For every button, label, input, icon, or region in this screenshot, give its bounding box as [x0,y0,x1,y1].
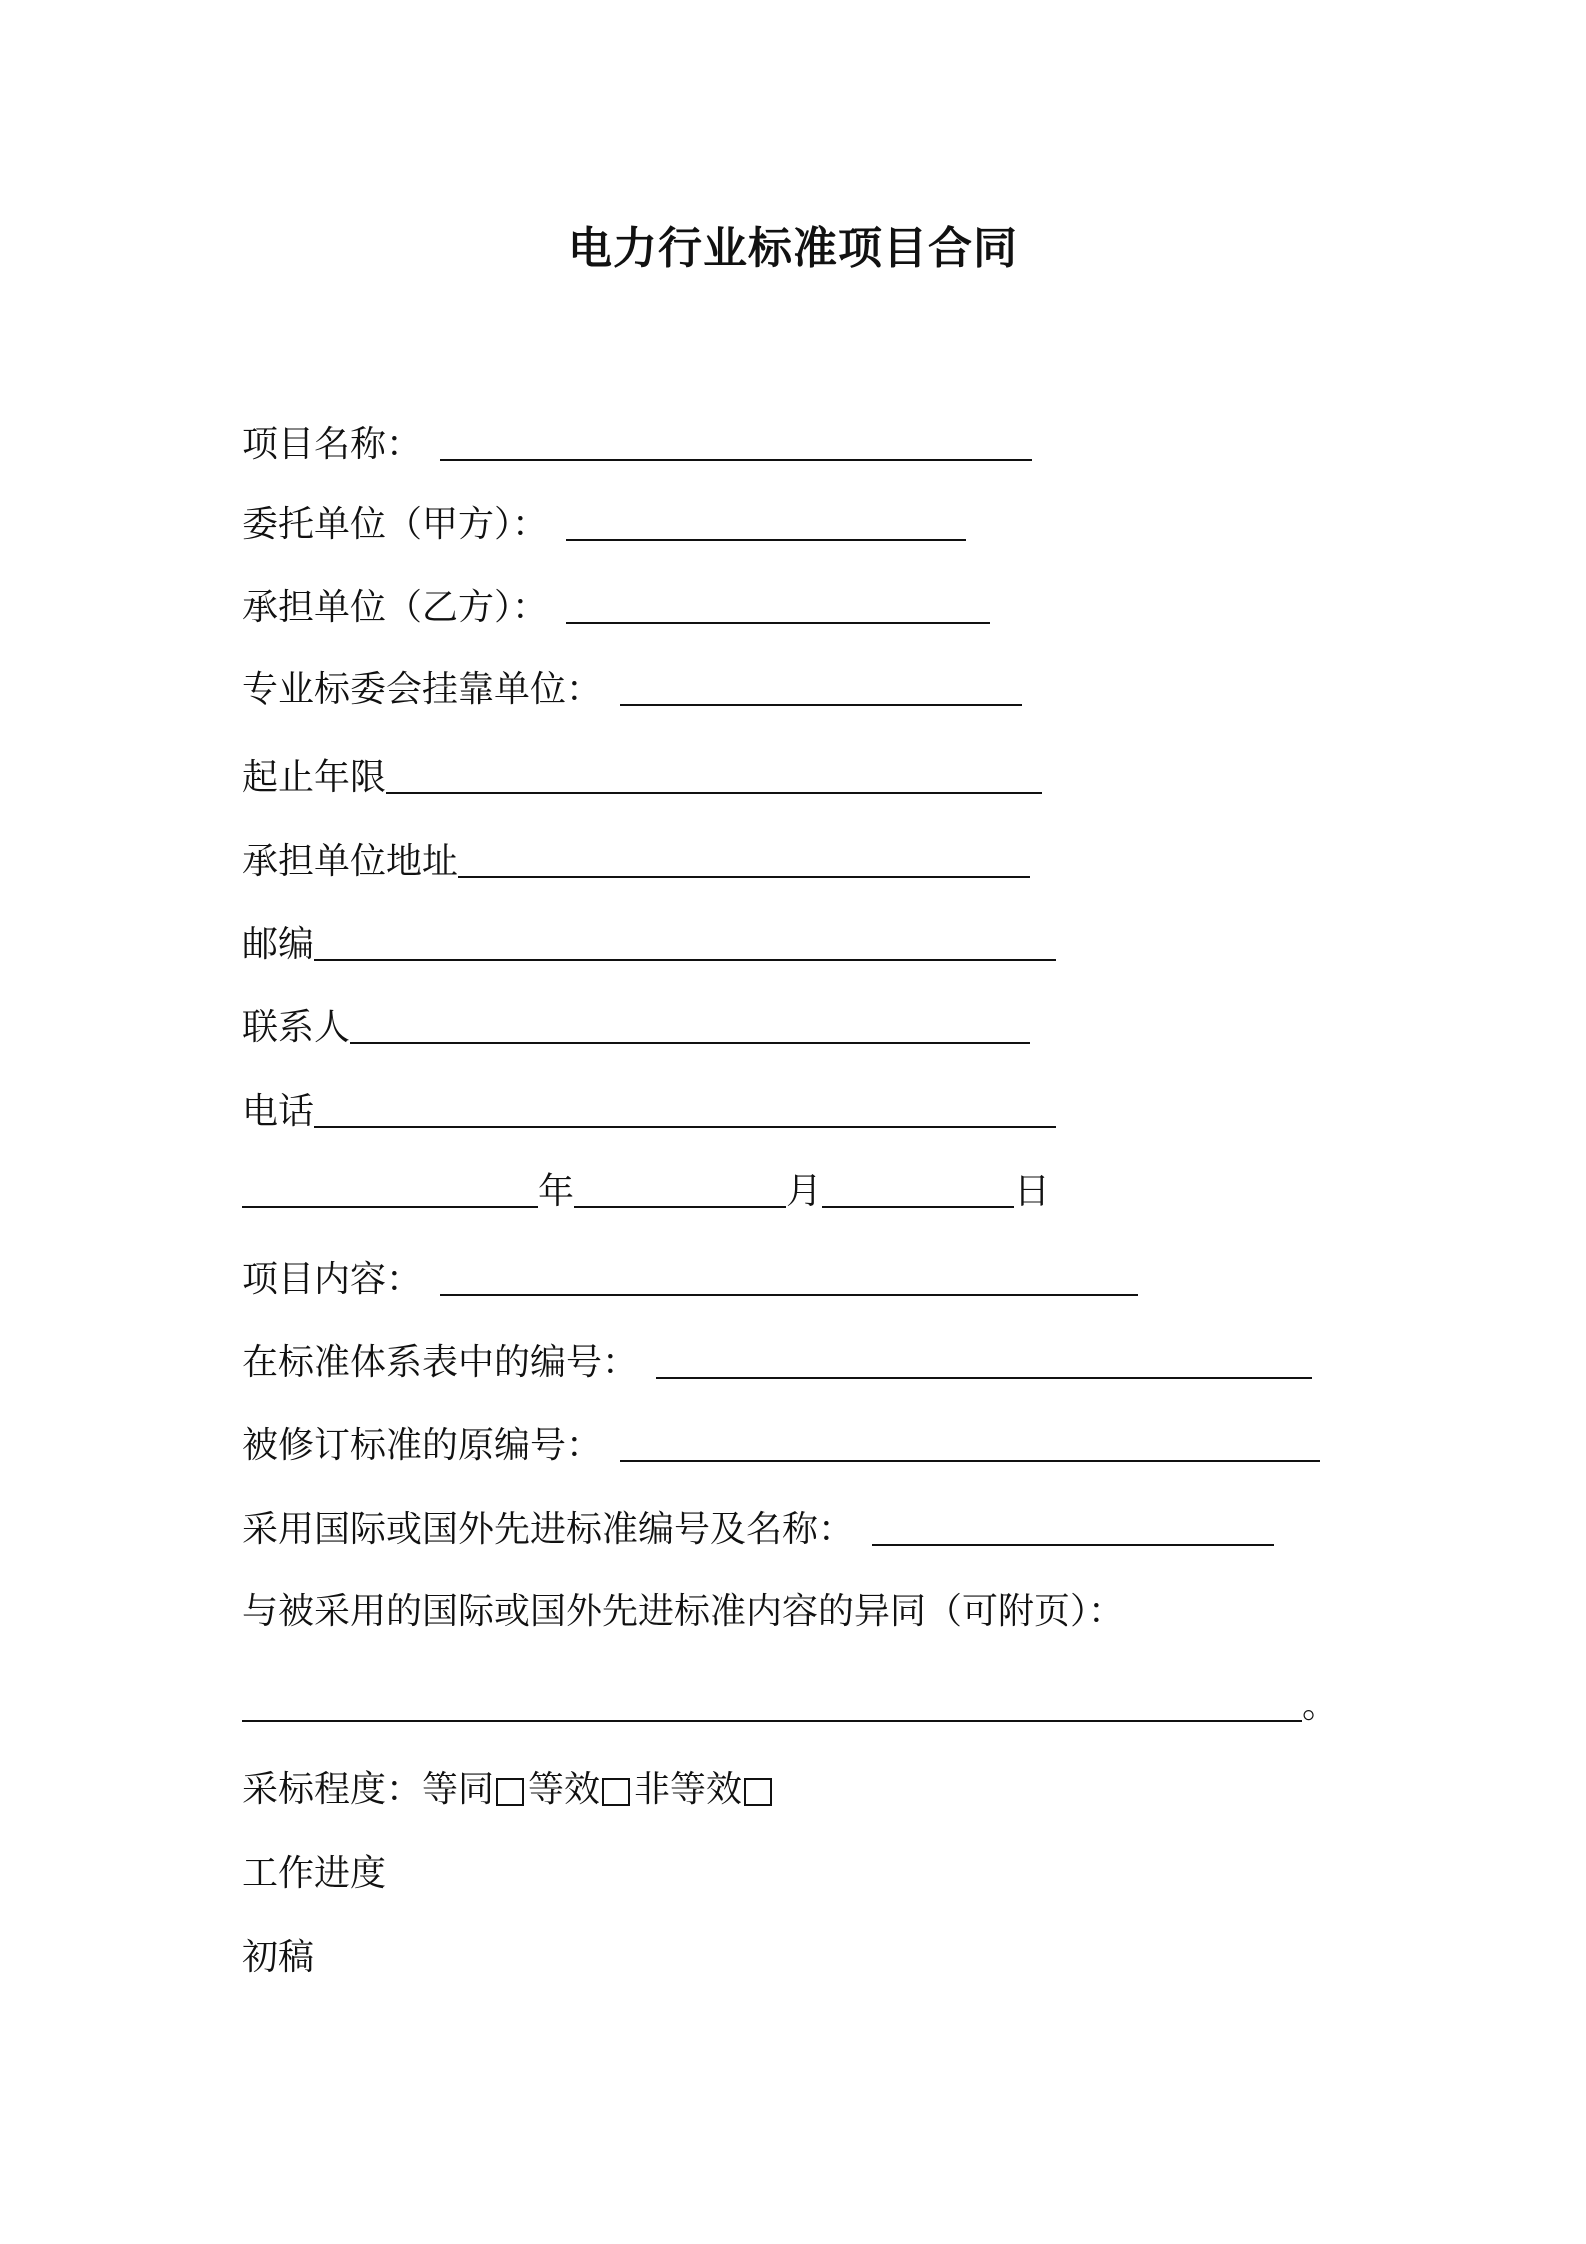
contact-label: 联系人 [242,1007,351,1048]
work-progress-label: 工作进度 [242,1853,387,1894]
adoption-degree-row [242,1760,776,1812]
differences-period-mark: 。 [1302,1685,1339,1726]
period-label: 起止年限 [242,757,387,798]
option-nonequivalent-label: 非等效 [634,1769,743,1810]
project-name-label: 项目名称： [242,424,423,465]
differences-blank[interactable] [242,1686,1302,1722]
adopted-standard-label: 采用国际或国外先进标准编号及名称： [242,1509,855,1550]
postcode-blank[interactable] [314,925,1056,961]
project-name-blank[interactable] [440,425,1032,461]
postcode-row [242,915,1056,967]
undertaker-address-blank[interactable] [458,842,1030,878]
first-draft-label: 初稿 [242,1937,315,1978]
period-row [242,748,1042,800]
system-table-number-label: 在标准体系表中的编号： [242,1342,639,1383]
project-name-row [242,415,1032,467]
phone-blank[interactable] [314,1092,1056,1128]
date-row [242,1162,1050,1214]
phone-label: 电话 [242,1091,315,1132]
date-day-blank[interactable] [822,1172,1014,1208]
undertaking-party-label: 承担单位（乙方）： [242,587,549,628]
contact-row [242,998,1030,1050]
option-equivalent-checkbox[interactable] [602,1778,630,1806]
revised-original-number-blank[interactable] [620,1426,1320,1462]
date-year-blank[interactable] [242,1172,538,1208]
entrusting-party-blank[interactable] [566,505,966,541]
date-month-label: 月 [786,1171,823,1212]
differences-row [242,1582,1124,1634]
differences-fill-row [242,1676,1338,1728]
work-progress-row [242,1844,386,1896]
adopted-standard-row [242,1500,1274,1552]
system-table-number-blank[interactable] [656,1343,1312,1379]
entrusting-party-label: 委托单位（甲方）： [242,504,549,545]
option-identical-checkbox[interactable] [496,1778,524,1806]
date-year-label: 年 [538,1171,575,1212]
undertaker-address-row [242,832,1030,884]
undertaking-party-row [242,578,990,630]
phone-row [242,1082,1056,1134]
undertaking-party-blank[interactable] [566,588,990,624]
revised-original-number-row [242,1416,1320,1468]
project-content-blank[interactable] [440,1260,1138,1296]
undertaker-address-label: 承担单位地址 [242,841,459,882]
adopted-standard-blank[interactable] [872,1510,1274,1546]
date-day-label: 日 [1014,1171,1051,1212]
date-month-blank[interactable] [574,1172,786,1208]
revised-original-number-label: 被修订标准的原编号： [242,1425,603,1466]
committee-unit-row [242,660,1022,712]
project-content-row [242,1250,1138,1302]
project-content-label: 项目内容： [242,1259,423,1300]
differences-label: 与被采用的国际或国外先进标准内容的异同（可附页）： [242,1591,1125,1632]
entrusting-party-row [242,495,966,547]
committee-unit-label: 专业标委会挂靠单位： [242,669,603,710]
postcode-label: 邮编 [242,924,315,965]
first-draft-row [242,1928,314,1980]
committee-unit-blank[interactable] [620,670,1022,706]
option-identical-label: 等同 [422,1769,495,1810]
option-equivalent-label: 等效 [528,1769,601,1810]
document-title: 电力行业标准项目合同 [568,223,1018,274]
adoption-degree-label: 采标程度： [242,1769,423,1810]
option-nonequivalent-checkbox[interactable] [744,1778,772,1806]
system-table-number-row [242,1333,1312,1385]
contact-blank[interactable] [350,1008,1030,1044]
period-blank[interactable] [386,758,1042,794]
